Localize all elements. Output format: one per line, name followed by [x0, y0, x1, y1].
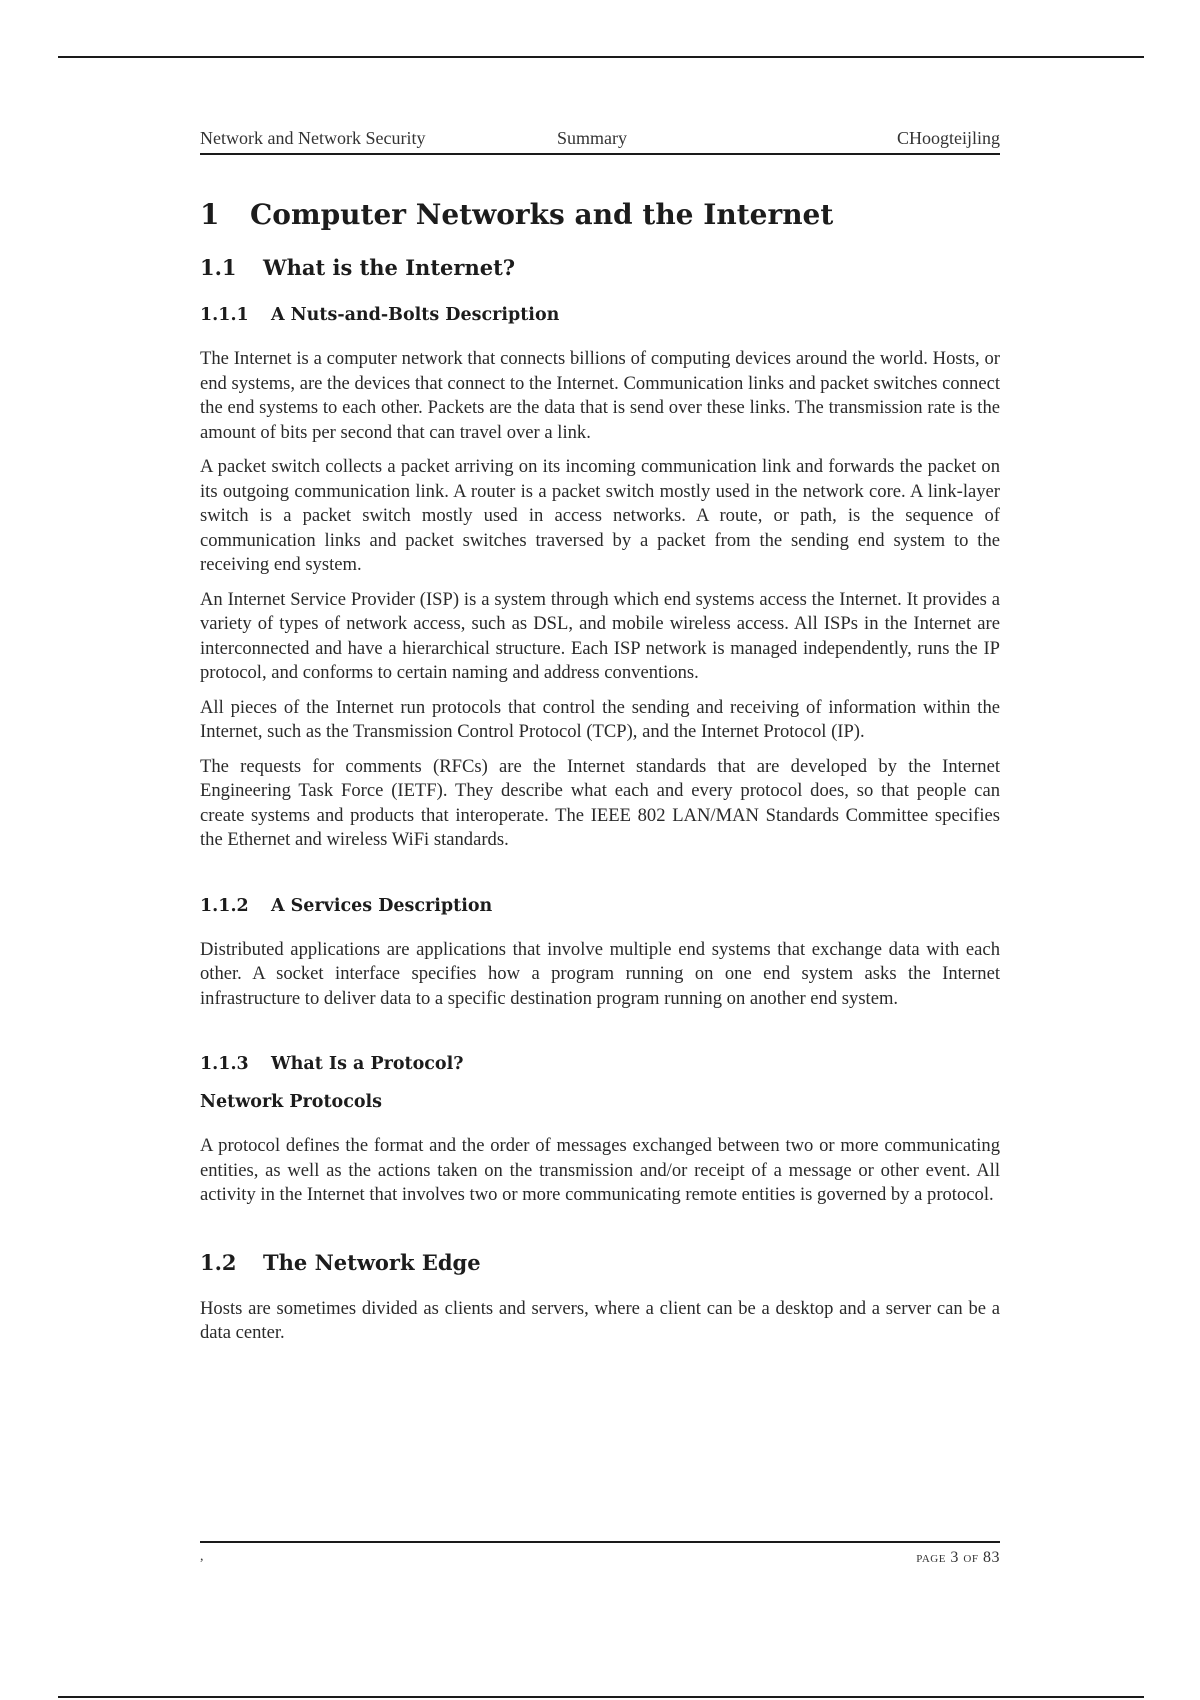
subsection-heading-1-1: [200, 253, 1000, 283]
paragraph: A packet switch collects a packet arriving on its incoming communication link and forwards the packet on its outgoing communication link. A router is a packet switch mostly used in the network core. A link-layer switch is a packet switch mostly used in access networks. A route, or path, is the sequence of communication links and packet switches traversed by a packet from the sending end system to the receiving end system.: [200, 456, 1000, 575]
page-number: page 3 of 83: [916, 1549, 1000, 1566]
subsection-title: The Network Edge: [263, 1249, 481, 1275]
paragraph: All pieces of the Internet run protocols that control the sending and receiving of information within the Internet, such as the Transmission Control Protocol (TCP), and the Internet Protocol (IP).: [200, 696, 1000, 742]
subsubsection-number: 1.1.3: [200, 1054, 249, 1074]
section-title: Computer Networks and the Internet: [250, 198, 834, 231]
subsection-title: What is the Internet?: [263, 255, 516, 280]
paragraph: The requests for comments (RFCs) are the Internet standards that are developed by the Internet Engineering Task Force (IETF). They describe what each and every protocol does, so that people can create systems and products that interoperate. The IEEE 802 LAN/MAN Standards Committee specifies the Ethernet and wireless WiFi standards.: [200, 755, 1000, 850]
subsubsection-number: 1.1.2: [200, 895, 249, 916]
footer-mark: ,: [200, 1549, 204, 1564]
paragraph: Hosts are sometimes divided as clients and servers, where a client can be a desktop and a server can be a data center.: [200, 1297, 1000, 1343]
paragraph: Distributed applications are applications that involve multiple end systems that exchange data with each other. A socket interface specifies how a program running on one end system asks the Internet infrastructure to deliver data to a specific destination program running on another end system.: [200, 938, 1000, 1009]
subsubsection-number: 1.1.1: [200, 305, 249, 325]
paragraph-heading: Network Protocols: [200, 1092, 383, 1112]
header-doc-type: Summary: [557, 128, 627, 148]
subsubsection-heading-1-1-3: [200, 1051, 1000, 1077]
subsubsection-heading-1-1-1: [200, 302, 1000, 328]
paragraph: The Internet is a computer network that connects billions of computing devices around the world. Hosts, or end systems, are the devices that connect to the Internet. Communication links and packet switches connect the end systems to each other. Packets are the data that is send over these links. The transmission rate is the amount of bits per second that can travel over a link.: [200, 348, 1000, 443]
header-author: CHoogteijling: [897, 128, 1000, 148]
page-bottom-border: [58, 1696, 1144, 1698]
subsubsection-title: A Services Description: [271, 895, 493, 916]
subsection-number: 1.1: [200, 255, 237, 280]
main-content: [200, 196, 1000, 1346]
running-header: [200, 128, 1000, 156]
section-heading-1: [200, 196, 1000, 234]
header-course-title: Network and Network Security: [200, 128, 426, 148]
page-footer: [200, 1549, 1000, 1573]
subsection-number: 1.2: [200, 1249, 237, 1275]
subsubsection-title: A Nuts-and-Bolts Description: [271, 305, 560, 325]
subsubsection-heading-1-1-2: [200, 893, 1000, 919]
paragraph: An Internet Service Provider (ISP) is a system through which end systems access the Internet. It provides a variety of types of network access, such as DSL, and mobile wireless access. All ISPs in the Internet are interconnected and have a hierarchical structure. Each ISP network is managed independently, runs the IP protocol, and conforms to certain naming and address conventions.: [200, 588, 1000, 683]
subsection-heading-1-2: [200, 1248, 1000, 1278]
paragraph: A protocol defines the format and the order of messages exchanged between two or more communicating entities, as well as the actions taken on the transmission and/or receipt of a message or other event. All activity in the Internet that involves two or more communicating remote entities is governed by a protocol.: [200, 1135, 1000, 1205]
footer-rule: [200, 1541, 1000, 1543]
section-number: 1: [200, 198, 220, 231]
header-rule: [200, 153, 1000, 155]
subsubsection-title: What Is a Protocol?: [271, 1054, 464, 1074]
page-top-border: [58, 56, 1144, 58]
